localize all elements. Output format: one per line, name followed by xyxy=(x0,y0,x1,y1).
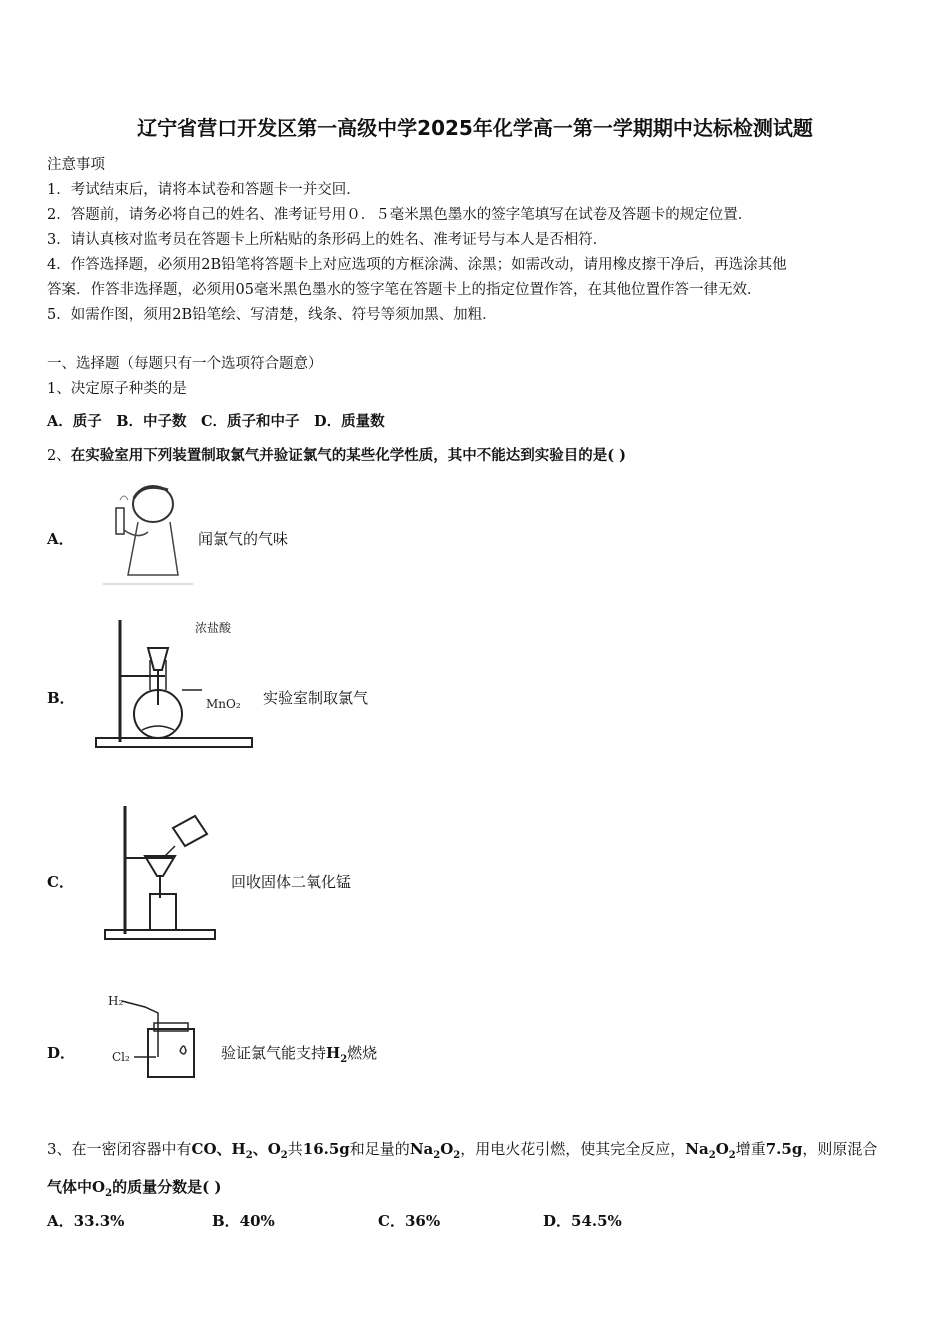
section-heading: 一、选择题（每题只有一个选项符合题意） xyxy=(47,356,323,372)
option-b-letter: B． xyxy=(47,689,75,707)
question-2-stem xyxy=(47,444,626,465)
filtration-apparatus xyxy=(75,798,225,950)
fig-d-label-h2: H₂ xyxy=(108,994,124,1008)
option-a-letter: A． xyxy=(47,530,74,548)
option-c-letter: C． xyxy=(47,873,74,891)
hydrogen-burning-in-chlorine-apparatus xyxy=(100,985,210,1095)
question-2-number: 2、 xyxy=(47,448,71,464)
question-3-choice-b: B．40% xyxy=(212,1212,275,1230)
notice-item: 3．请认真核对监考员在答题卡上所粘贴的条形码上的姓名、准考证号与本人是否相符． xyxy=(47,232,608,248)
notice-heading: 注意事项 xyxy=(47,157,105,173)
option-c-text: 回收固体二氧化锰 xyxy=(231,873,352,891)
option-a-text: 闻氯气的气味 xyxy=(198,530,289,548)
question-3-choice-d: D．54.5% xyxy=(543,1212,622,1230)
question-3-line-1: 3、在一密闭容器中有CO、$H_2$、$O_2$共16.5g和足量的$Na_2O_2$，用电火花引燃，使其完全反应，$Na_2O_2$增重7.5g，则原混合 xyxy=(47,1140,878,1161)
question-2-text: 在实验室用下列装置制取氯气并验证氯气的某些化学性质，其中不能达到实验目的是( ) xyxy=(70,447,627,464)
notice-item: 1．考试结束后，请将本试卷和答题卡一并交回． xyxy=(47,182,361,198)
question-1-options: A．质子 B．中子数 C．质子和中子 D．质量数 xyxy=(47,413,385,430)
question-1-stem: 1、决定原子种类的是 xyxy=(47,381,187,397)
question-3-choice-c: C．36% xyxy=(378,1212,441,1230)
page-title: 辽宁省营口开发区第一高级中学2025年化学高一第一学期期中达标检测试题 xyxy=(137,116,813,140)
fig-b-label-acid: 浓盐酸 xyxy=(195,621,232,635)
question-3-line-2: 气体中$O_2$的质量分数是( ) xyxy=(47,1178,222,1199)
notice-item: 答案．作答非选择题，必须用05毫米黑色墨水的签字笔在答题卡上的指定位置作答，在其他位置作答一律无效． xyxy=(47,282,762,298)
option-b-text: 实验室制取氯气 xyxy=(263,689,369,707)
notice-item: 2．答题前，请务必将自己的姓名、准考证号用０．５毫米黑色墨水的签字笔填写在试卷及答题卡的规定位置． xyxy=(47,207,753,223)
option-d-letter: D． xyxy=(47,1044,76,1062)
option-d-text: 验证氯气能支持$H_2$燃烧 xyxy=(221,1044,378,1065)
notice-item: 5．如需作图，须用2B铅笔绘、写清楚，线条、符号等须加黑、加粗． xyxy=(47,307,497,323)
chlorine-preparation-apparatus xyxy=(90,610,258,760)
fig-d-label-cl2: Cl₂ xyxy=(112,1050,130,1064)
fig-b-label-mno2: MnO₂ xyxy=(206,697,241,711)
smell-chlorine-figure xyxy=(98,480,198,592)
question-3-choice-a: A．33.3% xyxy=(47,1212,125,1230)
notice-item: 4．作答选择题，必须用2B铅笔将答题卡上对应选项的方框涂满、涂黑；如需改动，请用橡皮擦干净后，再选涂其他 xyxy=(47,257,787,273)
